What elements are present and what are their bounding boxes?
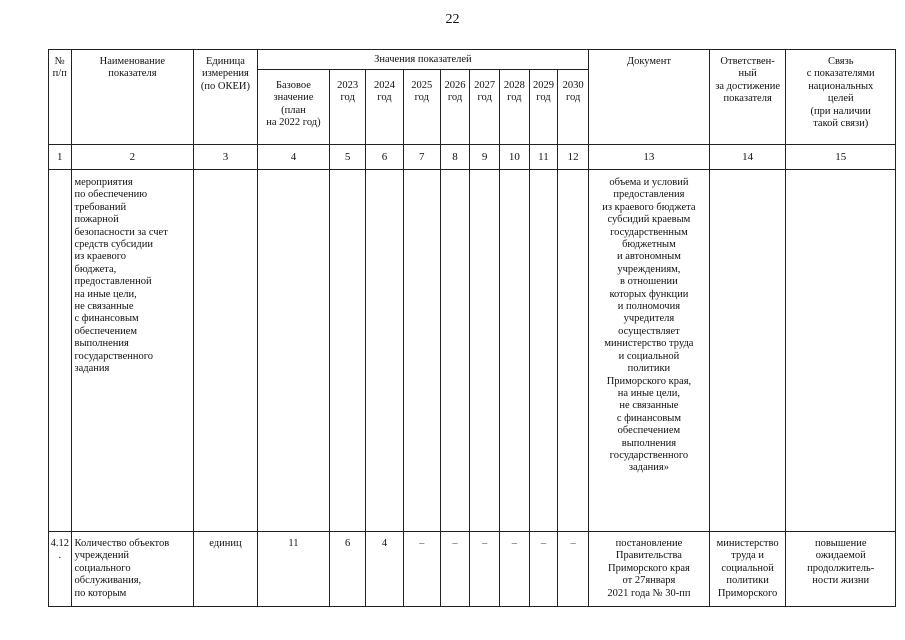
- column-number: 6: [366, 145, 404, 170]
- row-document: объема и условий предоставления из краевого бюджета субсидий краевым государственным бюджетным и автономным учреждениям, в отношении которых функции и полномочия учредителя осуществляет министерство труда и социальной политики Приморского края, на иные цели, не связанные с финансовым обеспечением выполнения государственного задания»: [589, 170, 710, 532]
- header-year: 2025 год: [403, 70, 440, 145]
- row-name: мероприятия по обеспечению требований пожарной безопасности за счет средств субсидии из краевого бюджета, предоставленной на иные цели, не связанные с финансовым обеспечением выполнения государственного задания: [71, 170, 194, 532]
- header-year: 2027 год: [470, 70, 500, 145]
- row-value: [440, 170, 470, 532]
- column-number: 10: [500, 145, 530, 170]
- row-value: –: [403, 532, 440, 607]
- row-value: 4: [366, 532, 404, 607]
- row-responsible: министерство труда и социальной политики Приморского: [709, 532, 786, 607]
- row-value: [330, 170, 366, 532]
- header-values: Значения показателей: [257, 50, 588, 70]
- column-number: 3: [194, 145, 257, 170]
- row-value: –: [440, 532, 470, 607]
- row-base: 11: [257, 532, 330, 607]
- row-document: постановление Правительства Приморского края от 27января 2021 года № 30-пп: [589, 532, 710, 607]
- row-value: [529, 170, 558, 532]
- table-row: [49, 532, 896, 607]
- page-number: 22: [445, 12, 460, 27]
- column-number: 14: [709, 145, 786, 170]
- header-year: 2029 год: [529, 70, 558, 145]
- row-value: [366, 170, 404, 532]
- column-number: 8: [440, 145, 470, 170]
- column-number: 1: [49, 145, 72, 170]
- column-number: 15: [786, 145, 896, 170]
- table-row: [49, 170, 896, 532]
- header-year: 2026 год: [440, 70, 470, 145]
- row-value: 6: [330, 532, 366, 607]
- header-year: 2023 год: [330, 70, 366, 145]
- row-unit: [194, 170, 257, 532]
- column-number: 12: [558, 145, 589, 170]
- header-year: 2028 год: [500, 70, 530, 145]
- header-row-1: [49, 50, 896, 70]
- header-name: Наименование показателя: [71, 50, 194, 145]
- row-value: [558, 170, 589, 532]
- header-no: № п/п: [49, 50, 72, 145]
- row-responsible: [709, 170, 786, 532]
- header-doc: Документ: [589, 50, 710, 145]
- row-unit: единиц: [194, 532, 257, 607]
- column-number: 13: [589, 145, 710, 170]
- header-year: 2030 год: [558, 70, 589, 145]
- indicators-table: [48, 49, 896, 607]
- column-number: 11: [529, 145, 558, 170]
- row-value: [470, 170, 500, 532]
- row-value: –: [529, 532, 558, 607]
- row-link: повышение ожидаемой продолжитель- ности жизни: [786, 532, 896, 607]
- row-value: –: [470, 532, 500, 607]
- column-number: 2: [71, 145, 194, 170]
- row-name: Количество объектов учреждений социального обслуживания, по которым: [71, 532, 194, 607]
- header-unit: Единица измерения (по ОКЕИ): [194, 50, 257, 145]
- column-numbers-row: [49, 145, 896, 170]
- row-no: [49, 170, 72, 532]
- row-base: [257, 170, 330, 532]
- row-link: [786, 170, 896, 532]
- column-number: 7: [403, 145, 440, 170]
- column-number: 9: [470, 145, 500, 170]
- column-number: 4: [257, 145, 330, 170]
- header-link: Связь с показателями национальных целей (при наличии такой связи): [786, 50, 896, 145]
- header-responsible: Ответствен- ный за достижение показателя: [709, 50, 786, 145]
- row-value: –: [500, 532, 530, 607]
- row-value: [500, 170, 530, 532]
- header-year: 2024 год: [366, 70, 404, 145]
- header-base: Базовое значение (план на 2022 год): [257, 70, 330, 145]
- row-value: –: [558, 532, 589, 607]
- row-no: 4.12.: [49, 532, 72, 607]
- column-number: 5: [330, 145, 366, 170]
- row-value: [403, 170, 440, 532]
